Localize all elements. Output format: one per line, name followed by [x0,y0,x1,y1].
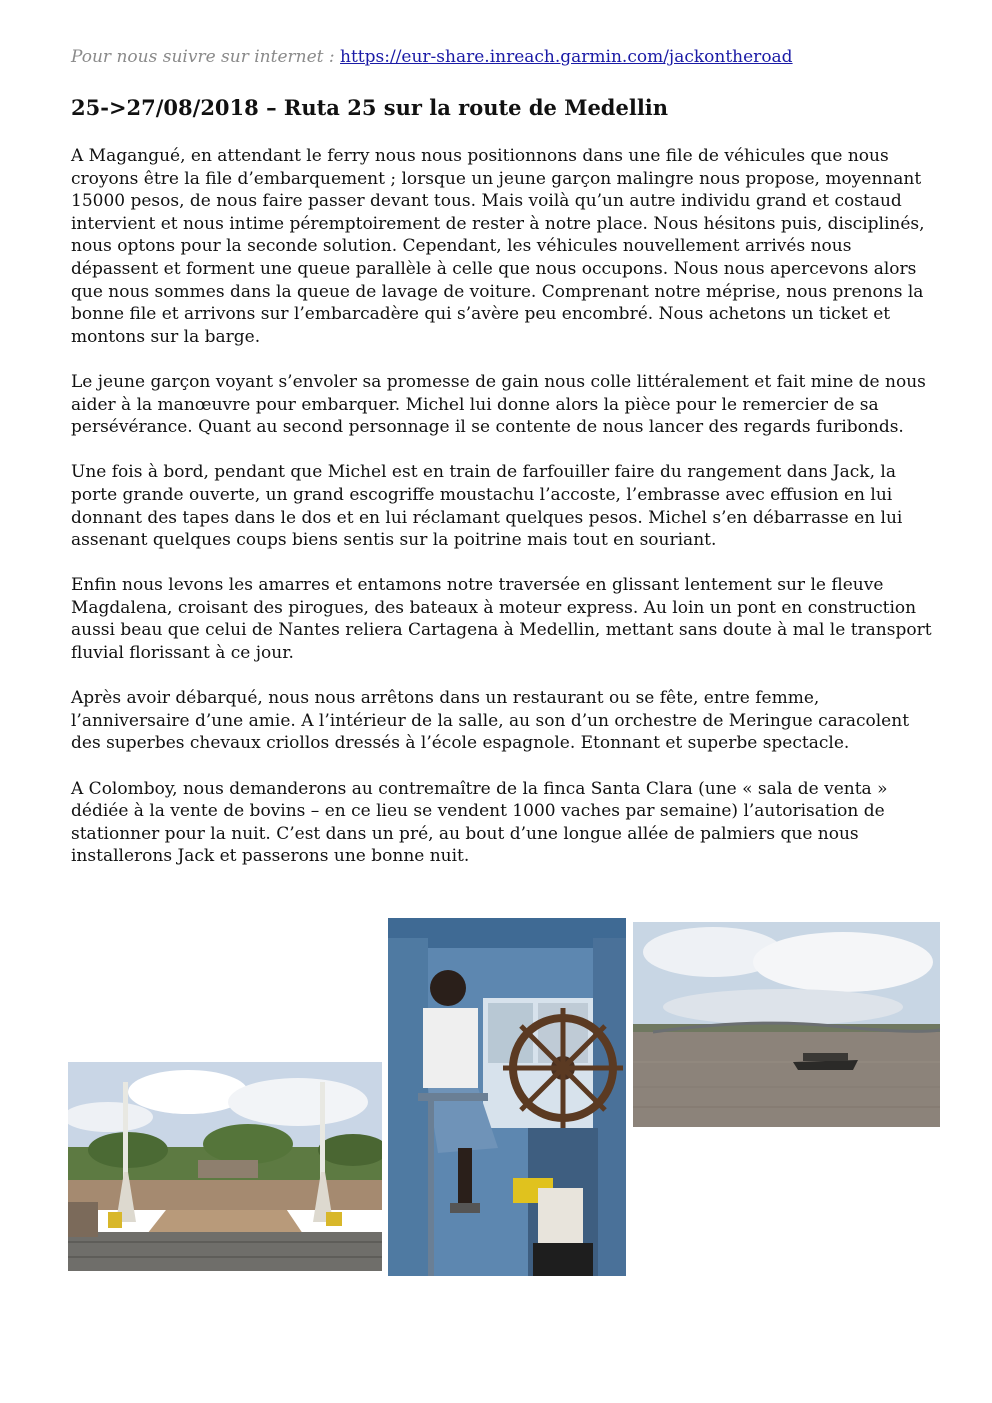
photo-river-bridge [633,922,940,1127]
paragraph-young-boy: Le jeune garçon voyant s’envoler sa promesse de gain nous colle littéralement et fait mine de nous aider à la manœuvre pour embarquer. Michel lui donne alors la pièce pour le remercier de sa persévérance. Quant au second personnage il se contente de nous lancer des regards furibonds. [71,371,926,438]
page-title: 25->27/08/2018 – Ruta 25 sur la route de Medellin [71,95,669,120]
paragraph-restaurant: Après avoir débarqué, nous nous arrêtons dans un restaurant ou se fête, entre femme, l’anniversaire d’une amie. A l’intérieur de la salle, au son d’un orchestre de Meringue caracolent des superbes chevaux criollos dressés à l’école espagnole. Etonnant et superbe spectacle. [71,688,910,754]
photo-ferry-ramp [68,1062,382,1271]
follow-line [71,47,793,67]
tracking-link[interactable]: https://eur-share.inreach.garmin.com/jackontheroad [340,47,793,67]
article-body [71,145,939,891]
follow-label: Pour nous suivre sur internet : [71,47,341,67]
photo-ship-wheel [388,918,626,1276]
paragraph-colomboy: A Colomboy, nous demanderons au contremaître de la finca Santa Clara (une « sala de venta » dédiée à la vente de bovins – en ce lieu se vendent 1000 vaches par semaine) l’autorisation de stationner pour la nuit. C’est dans un pré, au bout d’une longue allée de palmiers que nous installerons Jack et passerons une bonne nuit. [71,778,888,867]
paragraph-ferry-queue: A Magangué, en attendant le ferry nous nous positionnons dans une file de véhicules que nous croyons être la file d’embarquement ; lorsque un jeune garçon malingre nous propose, moyennant 15000 pesos, de nous faire passer devant tous. Mais voilà qu’un autre individu grand et costaud intervient et nous intime péremptoirement de rester à notre place. Nous hésitons puis, disciplinés, nous optons pour la seconde solution. Cependant, les véhicules nouvellement arrivés nous dépassent et forment une queue parallèle à celle que nous occupons. Nous nous apercevons alors que nous sommes dans la queue de lavage de voiture. Comprenant notre méprise, nous prenons la bonne file et arrivons sur l’embarcadère qui s’avère peu encombré. Nous achetons un ticket et montons sur la barge. [71,146,925,347]
paragraph-crossing: Enfin nous levons les amarres et entamons notre traversée en glissant lentement sur le fleuve Magdalena, croisant des pirogues, des bateaux à moteur express. Au loin un pont en construction aussi beau que celui de Nantes reliera Cartagena à Medellin, mettant sans doute à mal le transport fluvial florissant à ce jour. [71,575,932,664]
paragraph-on-board: Une fois à bord, pendant que Michel est en train de farfouiller faire du rangement dans Jack, la porte grande ouverte, un grand escogriffe moustachu l’accoste, l’embrasse avec effusion en lui donnant des tapes dans le dos et en lui réclamant quelques pesos. Michel s’en débarrasse en lui assenant quelques coups biens sentis sur la poitrine mais tout en souriant. [71,462,903,551]
